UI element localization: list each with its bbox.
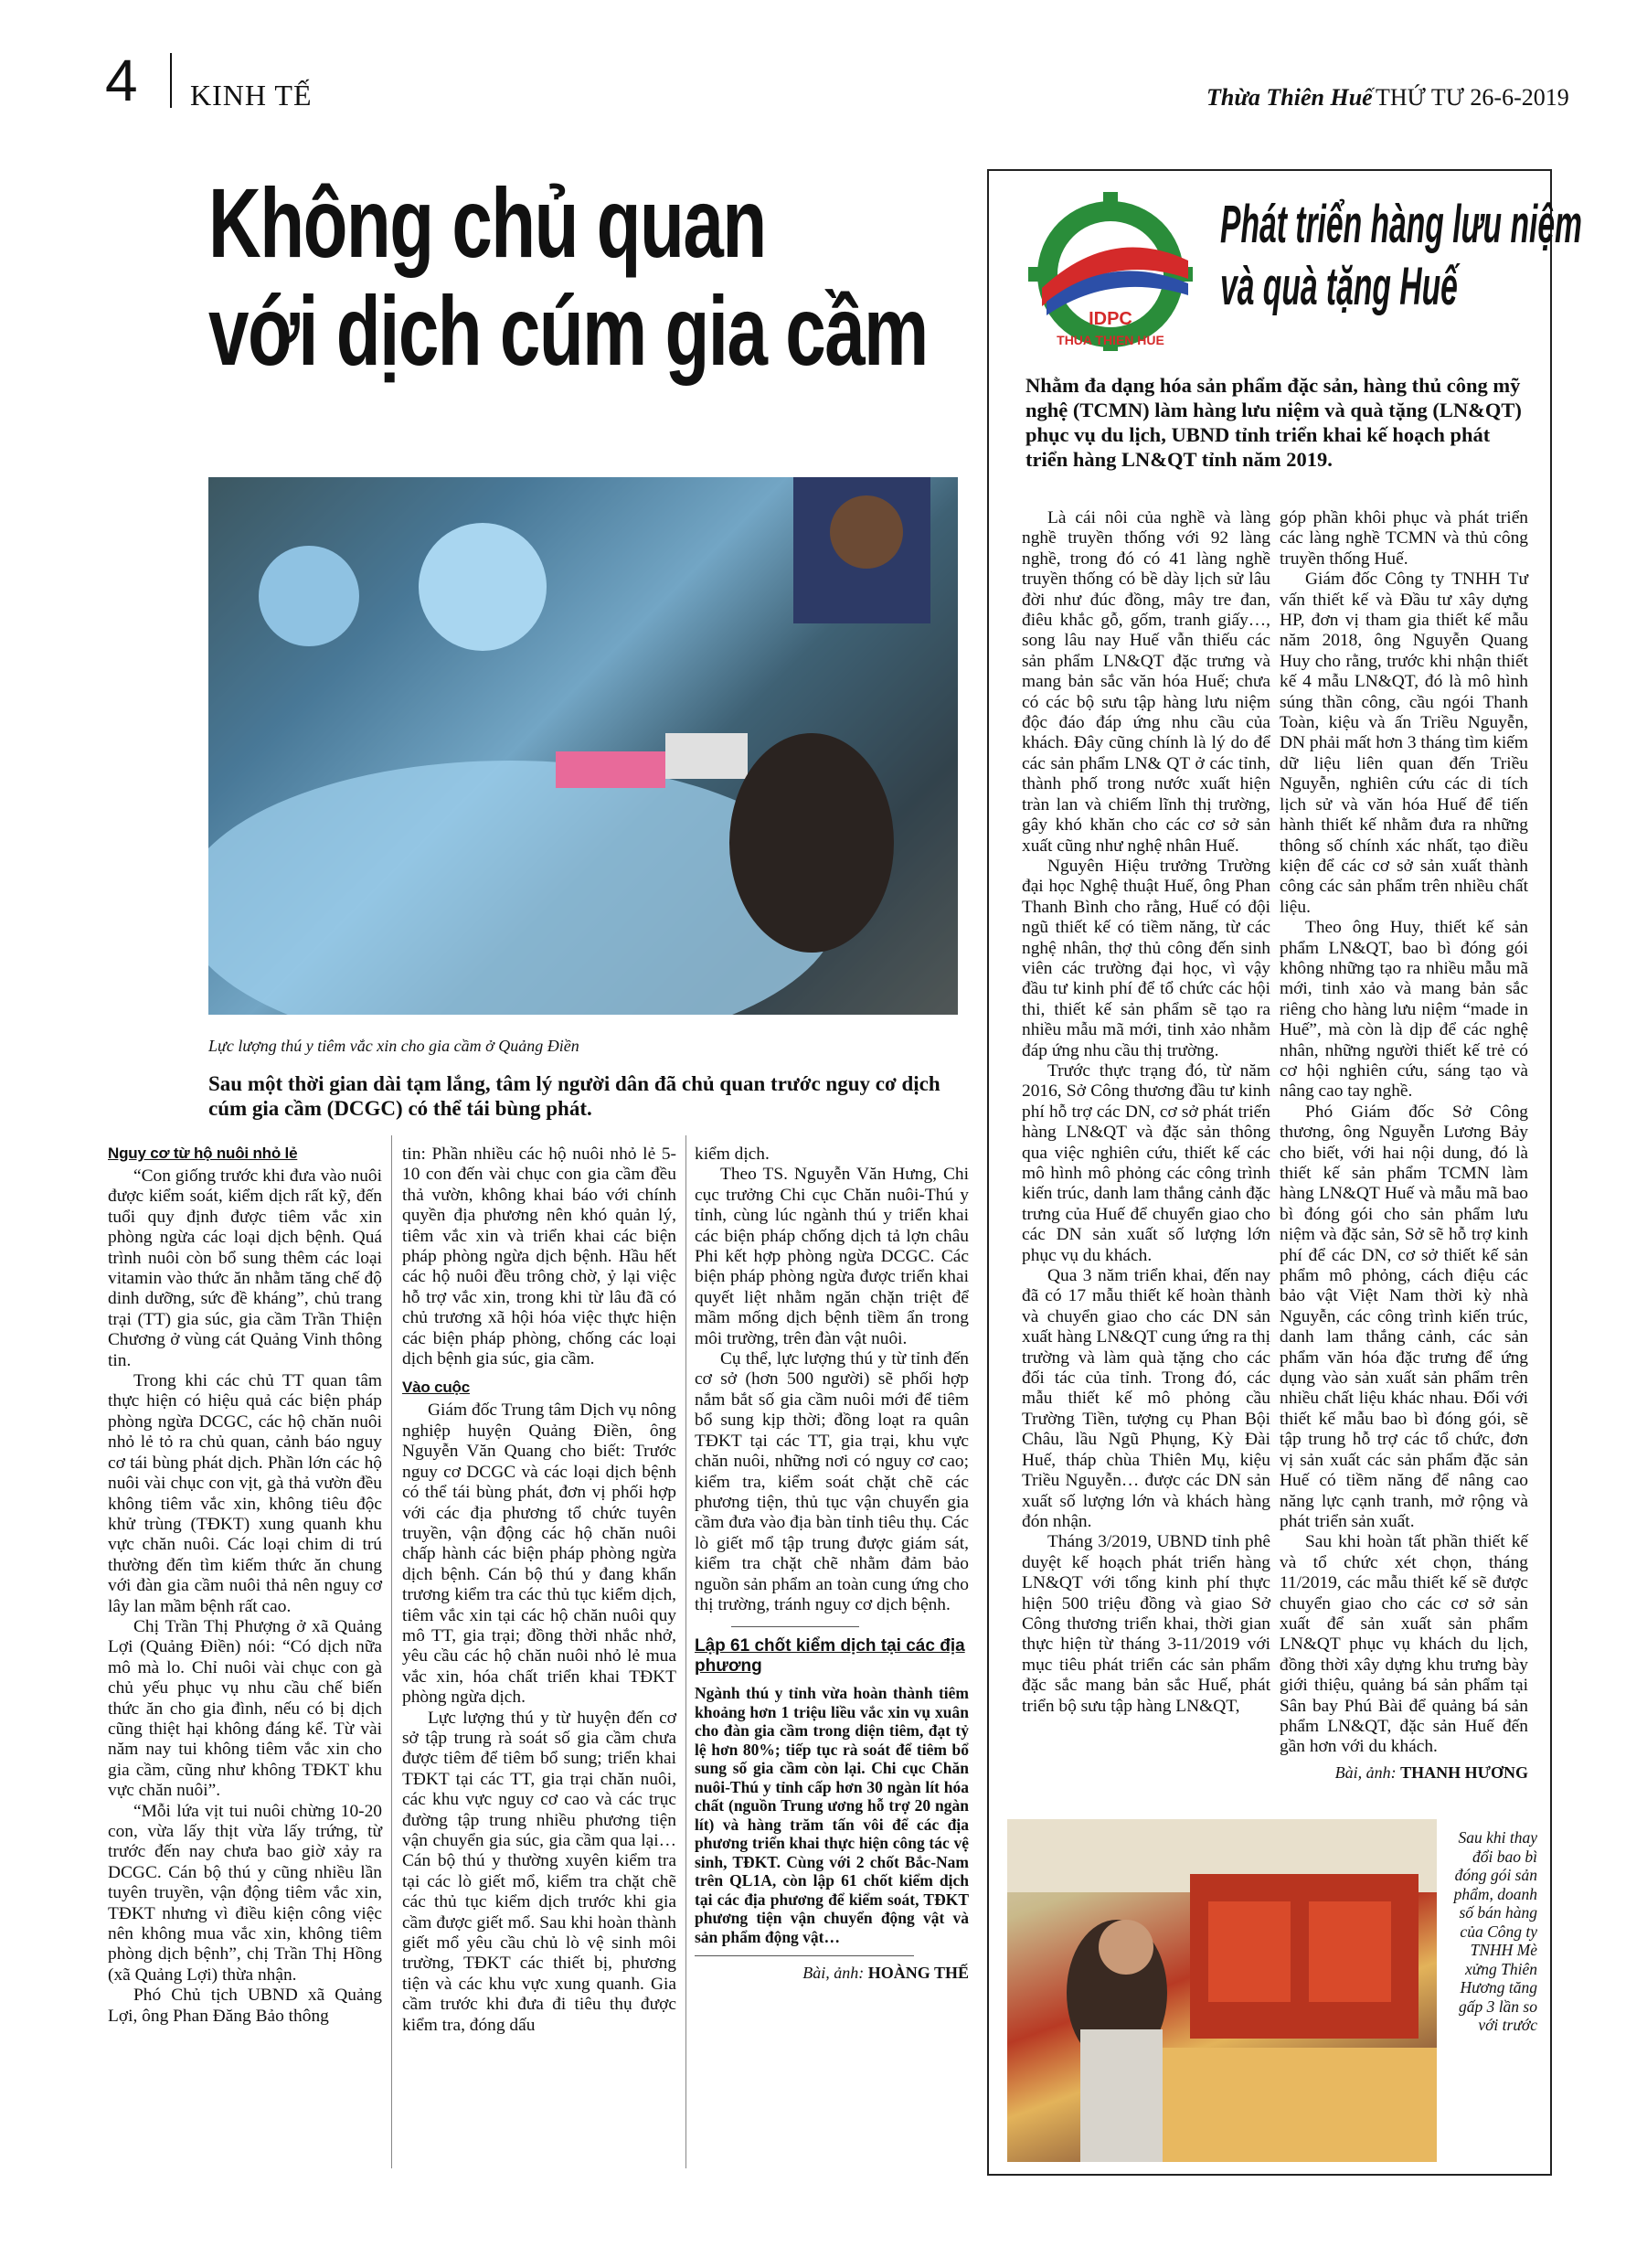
byline-rule xyxy=(695,1955,914,1956)
byline-label: Bài, ảnh: xyxy=(1334,1762,1397,1782)
byline-label: Bài, ảnh: xyxy=(802,1964,865,1983)
paragraph: tin: Phần nhiều các hộ nuôi nhỏ lẻ 5-10 con đến vài chục con gia cầm đều thả vườn, không khai báo với chính quyền địa phương nên khó quản lý, tiêm vắc xin và triển khai các biện pháp phòng ngừa dịch bệnh. Hầu hết các hộ nuôi đều trông chờ, ỷ lại việc hỗ trợ vắc xin, trong khi từ lâu đã có chủ trương xã hội hóa việc thực hiện các biện pháp phòng, chống các loại dịch bệnh gia súc, gia cầm. xyxy=(402,1145,676,1369)
paragraph: Phó Giám đốc Sở Công thương, ông Nguyễn Lương Bảy cho biết, với hai nội dung, đó là thiết kế sản phẩm TCMN làm hàng LN&QT Huế và mẫu mã bao bì đóng gói cho sản phẩm lưu niệm và đặc sản, Sở sẽ hỗ trợ kinh phí để các DN, cơ sở thiết kế sản phẩm mô phỏng, cách điệu các bảo vật Việt Nam thời kỳ nhà Nguyễn, các công trình kiến trúc, danh lam thắng cảnh, các sản phẩm văn hóa đặc trưng để ứng dụng vào sản xuất sản phẩm trên nhiều chất liệu khác nhau. Đối với thiết kế mẫu bao bì đóng gói, sẽ tập trung hỗ trợ các tổ chức, đơn vị sản xuất các sản phẩm đặc sản Huế có tiềm năng để nâng cao năng lực cạnh tranh, mở rộng và phát triển sản xuất. xyxy=(1280,1102,1528,1531)
paragraph: “Mỗi lứa vịt tui nuôi chừng 10-20 con, vừa lấy thịt vừa lấy trứng, từ trước đến nay chưa bao giờ xảy ra DCGC. Cán bộ thú y cũng nhiều lần tuyên truyền, vận động tiêm vắc xin, TĐKT nhưng vì điều kiện công việc nên không mua vắc xin, không tiêm phòng dịch bệnh”, chị Trần Thị Hồng (xã Quảng Lợi) thừa nhận. xyxy=(108,1801,382,1985)
paragraph: Qua 3 năm triển khai, đến nay đã có 17 mẫu thiết kế hoàn thành và chuyển giao cho các DN sản xuất hàng LN&QT cung ứng ra thị trường và làm quà tặng cho các đối tác của tỉnh. Trong đó, các mẫu thiết kế mô phỏng cầu Trường Tiền, tượng cụ Phan Bội Châu, lầu Ngũ Phụng, Kỳ Đài Huế, tháp chùa Thiên Mụ, kiệu Triều Nguyễn… được các DN sản xuất số lượng lớn và khách hàng đón nhận. xyxy=(1022,1266,1270,1531)
header-divider xyxy=(170,53,172,108)
paragraph: Nguyên Hiệu trưởng Trường đại học Nghệ thuật Huế, ông Phan Thanh Bình cho rằng, Huế có đội ngũ thiết kế có tiềm năng, từ các nghệ nhân, thợ thủ công đến sinh viên các trường đại học, vì vậy đầu tư kinh phí để tổ chức các hội thi, thiết kế sản phẩm sẽ tạo ra nhiều mẫu mã mới, tinh xảo nhằm đáp ứng nhu cầu thị trường. xyxy=(1022,856,1270,1060)
paragraph: Theo TS. Nguyễn Văn Hưng, Chi cục trưởng Chi cục Chăn nuôi-Thú y tỉnh, cùng lúc ngành thú y triển khai các biện pháp chống dịch tả lợn châu Phi kết hợp phòng ngừa DCGC. Các biện pháp phòng ngừa được triển khai quyết liệt nhằm ngăn chặn triệt để mầm mống dịch bệnh tiềm ẩn trong môi trường, trên đàn vật nuôi. xyxy=(695,1165,969,1348)
article-column-1 xyxy=(108,1135,382,2027)
paragraph: Là cái nôi của nghề và làng nghề truyền thống với 92 làng nghề, trong đó có 41 làng nghề truyền thống có bề dày lịch sử lâu đời như đúc đồng, mây tre đan, điêu khắc gỗ, gốm, tranh giấy…, song lâu nay Huế vẫn thiếu các sản phẩm LN&QT đặc trưng và mang bản sắc văn hóa Huế; chưa có các bộ sưu tập hàng lưu niệm độc đáo đáp ứng nhu cầu của khách. Đây cũng chính là lý do để các sản phẩm LN& QT ở các tỉnh, thành phố trong nước xuất hiện tràn lan và chiếm lĩnh thị trường, gây khó khăn cho các cơ sở sản xuất cũng như nghệ nhân Huế. xyxy=(1022,508,1270,856)
paragraph: Trước thực trạng đó, từ năm 2016, Sở Công thương đầu tư kinh phí hỗ trợ các DN, cơ sở phát triển hàng LN&QT và đặc sản thông qua việc nghiên cứu, thiết kế các mô hình mô phỏng các công trình kiến trúc, danh lam thắng cảnh đặc trưng của Huế để chuyển giao cho các DN sản xuất số lượng lớn phục vụ du khách. xyxy=(1022,1060,1270,1265)
headline-line-1: Không chủ quan xyxy=(208,167,766,278)
column-rule xyxy=(685,1135,686,2168)
paragraph: Phó Chủ tịch UBND xã Quảng Lợi, ông Phan Đăng Bảo thông xyxy=(108,1986,382,2026)
column-rule xyxy=(391,1135,392,2168)
headline xyxy=(208,167,928,386)
vaccination-photo xyxy=(208,477,958,1015)
sidebar-title-line-1: Phát triển hàng lưu niệm xyxy=(1220,195,1582,254)
paragraph: Tháng 3/2019, UBND tỉnh phê duyệt kế hoạch phát triển hàng LN&QT với tổng kinh phí thực hiện 500 triệu đồng và giao Sở Công thương triển khai, thời gian thực hiện từ tháng 3-11/2019 với mục tiêu phát triển các sản phẩm đặc sắc mang bản sắc Huế, phát triển bộ sưu tập hàng LN&QT, xyxy=(1022,1532,1270,1716)
souvenir-shop-photo xyxy=(1007,1819,1437,2162)
logo-text-idpc: IDPC xyxy=(1089,309,1132,329)
paragraph: Trong khi các chủ TT quan tâm thực hiện có hiệu quả các biện pháp phòng ngừa DCGC, các hộ chăn nuôi nhỏ lẻ tỏ ra chủ quan, cảnh báo nguy cơ tái bùng phát dịch. Phần lớn các hộ nuôi vài chục con vịt, gà thả vườn đều không tiêm vắc xin, không tiêu độc khử trùng (TĐKT) xung quanh khu vực chăn nuôi. Các loại chim di trú thường đến tìm kiếm thức ăn chung với đàn gia cầm nuôi thả nên nguy cơ lây lan mầm bệnh rất cao. xyxy=(108,1371,382,1616)
byline-author: THANH HƯƠNG xyxy=(1400,1762,1528,1782)
paragraph: Chị Trần Thị Phượng ở xã Quảng Lợi (Quảng Điền) nói: “Có dịch nữa mô mà lo. Chỉ nuôi vài chục con gà chủ yếu phục vụ nhu cầu chế biến thức ăn cho gia đình, nếu có bị dịch cũng thiệt hại không đáng kể. Từ vài năm nay tui không tiêm vắc xin cho gia cầm, cũng như không TĐKT khu vực chăn nuôi”. xyxy=(108,1616,382,1801)
sidebar-byline xyxy=(1280,1763,1528,1783)
lead-paragraph: Sau một thời gian dài tạm lắng, tâm lý người dân đã chủ quan trước nguy cơ dịch cúm gia cầm (DCGC) có thể tái bùng phát. xyxy=(208,1072,940,1120)
sidebar-lead: Nhằm đa dạng hóa sản phẩm đặc sản, hàng thủ công mỹ nghệ (TCMN) làm hàng lưu niệm và quà tặng (LN&QT) phục vụ du lịch, UBND tỉnh triển khai kế hoạch phát triển hàng LN&QT tỉnh năm 2019. xyxy=(1025,374,1522,471)
paper-name: Thừa Thiên Huế xyxy=(1206,84,1373,111)
subhead-small-farms: Nguy cơ từ hộ nuôi nhỏ lẻ xyxy=(108,1145,298,1162)
box-text: Ngành thú y tỉnh vừa hoàn thành tiêm khoảng hơn 1 triệu liều vắc xin vụ xuân cho đàn gia cầm trong diện tiêm, đạt tỷ lệ hơn 80%; tiếp tục rà soát để tiêm bổ sung số gia cầm còn lại. Chi cục Chăn nuôi-Thú y tỉnh cấp hơn 30 ngàn lít hóa chất (nguồn Trung ương hỗ trợ 20 ngàn lít) và hàng trăm tấn vôi để các địa phương triển khai thực hiện công tác vệ sinh, TĐKT. Cùng với 2 chốt Bắc-Nam trên QL1A, còn lập 61 chốt kiểm dịch tại các địa phương để kiểm soát, TĐKT phương tiện vận chuyển động vật và sản phẩm động vật… xyxy=(695,1684,969,1946)
sidebar-title-line-2: và quà tặng Huế xyxy=(1220,257,1458,316)
paragraph: Sau khi hoàn tất phần thiết kế và tổ chức xét chọn, tháng 11/2019, các mẫu thiết kế sẽ được chuyển giao cho các cơ sở sản xuất để sản xuất sản phẩm LN&QT phục vụ khách du lịch, đồng thời xây dựng khu trưng bày giới thiệu, quảng bá sản phẩm tại Sân bay Phú Bài để quảng bá sản phẩm LN&QT, đặc sản Huế đến gần hơn với du khách. xyxy=(1280,1532,1528,1757)
photo-caption: Lực lượng thú y tiêm vắc xin cho gia cầm ở Quảng Điền xyxy=(208,1037,579,1055)
sidebar-column-1 xyxy=(1022,508,1270,1717)
paragraph: kiểm dịch. xyxy=(695,1145,770,1164)
issue-date: THỨ TƯ 26-6-2019 xyxy=(1376,84,1569,111)
paragraph: Lực lượng thú y từ huyện đến cơ sở tập trung rà soát số gia cầm chưa được tiêm để tiêm bổ sung; triển khai TĐKT tại các TT, gia trại chăn nuôi, các khu vực nguy cơ cao và các trục đường tập trung nhiều phương tiện vận chuyển gia súc, gia cầm qua lại… Cán bộ thú y thường xuyên kiểm tra tại các lò giết mổ, kiểm tra chặt chẽ các thủ tục kiểm dịch trước khi gia cầm được giết mổ. Sau khi hoàn thành giết mổ yêu cầu chủ lò vệ sinh môi trường, TĐKT các thiết bị, phương tiện và các khu vực xung quanh. Gia cầm trước khi đưa đi tiêu thụ được kiểm tra, đóng dấu xyxy=(402,1708,676,2035)
section-label: KINH TẾ xyxy=(190,79,313,112)
page-number: 4 xyxy=(105,48,138,113)
logo-text-province: THUA THIEN HUE xyxy=(1057,333,1164,347)
headline-line-2: với dịch cúm gia cầm xyxy=(208,275,928,386)
paragraph: Giám đốc Trung tâm Dịch vụ nông nghiệp huyện Quảng Điền, ông Nguyễn Văn Quang cho biết: Trước nguy cơ DCGC và các loại dịch bệnh có thể tái bùng phát, đơn vị phối hợp với các địa phương tổ chức tuyên truyền, vận động các hộ chăn nuôi chấp hành các biện pháp phòng ngừa dịch bệnh. Cán bộ thú y đang khẩn trương kiểm tra các thủ tục kiểm dịch, tiêm vắc xin tại các hộ chăn nuôi quy mô TT, gia trại; đồng thời nhắc nhở, yêu cầu các hộ chăn nuôi nhỏ lẻ mua vắc xin, hóa chất triển khai TĐKT phòng ngừa dịch. xyxy=(402,1400,676,1708)
byline xyxy=(695,1964,969,1983)
shop-illustration xyxy=(1007,1819,1437,2162)
box-rule xyxy=(731,1626,859,1627)
sidebar-title xyxy=(1220,194,1582,318)
idpc-logo xyxy=(1015,187,1206,352)
sidebar-column-2 xyxy=(1280,508,1528,1783)
paragraph: Cụ thể, lực lượng thú y từ tỉnh đến cơ sở (hơn 500 người) sẽ phối hợp nắm bắt số gia cầm nuôi mới để tiêm bổ sung kịp thời; đồng loạt ra quân TĐKT tại các TT, gia trại, khu vực chăn nuôi, những nơi có nguy cơ cao; kiểm tra, kiểm soát chặt chẽ các phương tiện, thủ tục vận chuyển gia cầm đưa vào địa bàn tỉnh tiêu thụ. Các lò giết mổ tập trung được giám sát, kiểm tra chặt chẽ nhằm đảm bảo nguồn sản phẩm an toàn cung ứng cho thị trường, tránh nguy cơ dịch bệnh. xyxy=(695,1349,969,1614)
gear-logo-icon xyxy=(1015,187,1206,352)
article-column-3 xyxy=(695,1145,969,1983)
paragraph: Giám đốc Công ty TNHH Tư vấn thiết kế và Đầu tư xây dựng HP, đơn vị tham gia thiết kế mẫu năm 2018, ông Nguyễn Quang Huy cho rằng, trước khi nhận thiết kế 4 mẫu LN&QT, đó là mô hình súng thần công, cầu ngói Thanh Toàn, kiệu và ấn Triều Nguyễn, DN phải mất hơn 3 tháng tìm kiếm dữ liệu liên quan đến Triều Nguyễn, nghiên cứu các di tích lịch sử và văn hóa Huế để tiến hành thiết kế nhằm đưa ra những thông số chính xác nhất, tạo điều kiện để các cơ sở sản xuất thành công các sản phẩm trên nhiều chất liệu. xyxy=(1280,570,1528,917)
subhead-response: Vào cuộc xyxy=(402,1379,470,1397)
paragraph: “Con giống trước khi đưa vào nuôi được kiểm soát, kiểm dịch rất kỹ, đến tuổi quy định được tiêm vắc xin phòng ngừa các loại dịch bệnh. Quá trình nuôi còn bổ sung thêm các loại vitamin vào thức ăn nhằm tăng chế độ dinh dưỡng, sức đề kháng”, chủ trang trại (TT) gia súc, gia cầm Trần Thiện Chương ở vùng cát Quảng Vinh thông tin. xyxy=(108,1166,382,1370)
paragraph: góp phần khôi phục và phát triển các làng nghề TCMN và thủ công truyền thống Huế. xyxy=(1280,508,1528,569)
sidebar-photo-caption: Sau khi thay đổi bao bì đóng gói sản phẩm, doanh số bán hàng của Công ty TNHH Mè xửng Thiên Hương tăng gấp 3 lần so với trước xyxy=(1453,1828,1537,2034)
box-title: Lập 61 chốt kiểm dịch tại các địa phương xyxy=(695,1636,965,1677)
paragraph: Theo ông Huy, thiết kế sản phẩm LN&QT, bao bì đóng gói không những tạo ra nhiều mẫu mã mới, tinh xảo và mang bản sắc riêng cho hàng lưu niệm “made in Huế”, mà còn là dịp để các nghệ nhân, những người thiết kế trẻ có cơ hội nghiên cứu, sáng tạo và nâng cao tay nghề. xyxy=(1280,918,1528,1102)
vaccination-illustration xyxy=(208,477,958,1015)
article-column-2 xyxy=(402,1145,676,2036)
byline-author: HOÀNG THẾ xyxy=(867,1964,969,1983)
